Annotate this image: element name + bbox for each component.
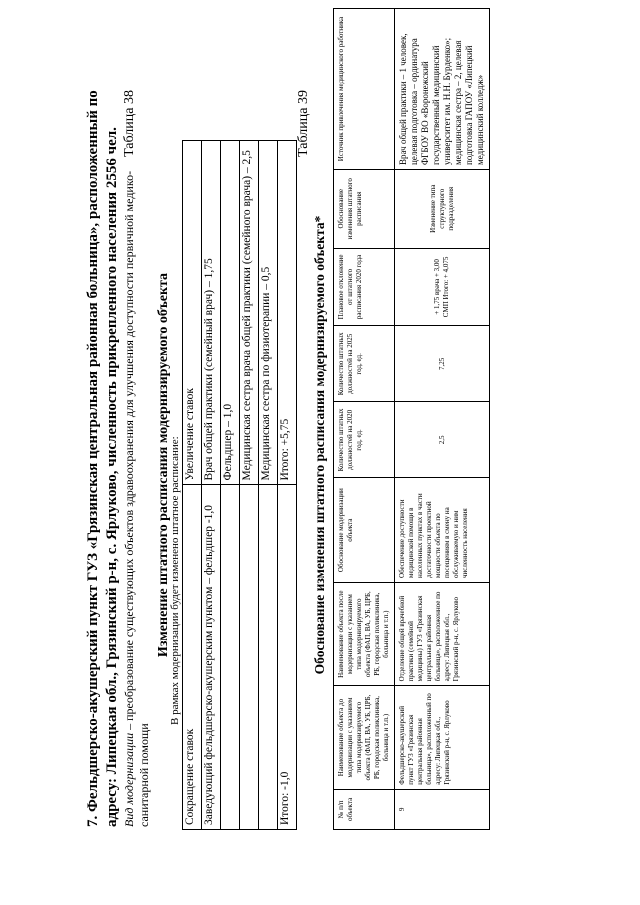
column-header: Увеличение ставок xyxy=(183,141,202,486)
column-header: № п/п объекта xyxy=(334,789,395,829)
table-cell: Фельдшерско-акушерский пункт ГУЗ «Грязинская центральная районная больница», расположенный по адресу: Липецкая обл., Грязинский р-н, с. Ярлуково xyxy=(395,686,490,789)
table-cell: Врач общей практики (семейный врач) – 1,75 xyxy=(202,141,221,486)
table-cell: Отделение общей врачебной практики (семейной медицины) ГУЗ «Грязинская центральная районная больница», расположенное по адресу: Липецкая обл., Грязинский р-н, с. Ярлуково xyxy=(395,582,490,685)
section-heading xyxy=(84,27,122,827)
column-header: Обоснование изменения штатного расписания xyxy=(334,169,395,248)
table-row xyxy=(278,141,297,830)
table-cell: Врач общей практики – 1 человек, целевая подготовка – ординатура ФГБОУ ВО «Воронежский государственный медицинский университет им. Н.Н. Бурденко»; медицинская сестра – 2, целевая подготовка ГАПОУ «Липецкий медицинский колледж» xyxy=(395,9,490,170)
table-row xyxy=(221,141,240,830)
table-39-title: Обоснование изменения штатного расписания модернизируемого объекта* xyxy=(312,215,327,675)
heading-line-1: 7. Фельдшерско-акушерский пункт ГУЗ «Грязинская центральная районная больница», расположенный по xyxy=(85,90,101,827)
column-header: Количество штатных должностей на 2020 год, ед. xyxy=(334,402,395,478)
staff-change-table xyxy=(182,140,297,830)
table-cell: Изменение типа структурного подразделения xyxy=(395,169,490,248)
table-38-title: Изменение штатного расписания модернизируемого объекта xyxy=(156,272,171,658)
table-cell: Медицинская сестра по физиотерапии – 0,5 xyxy=(259,141,278,486)
table-row xyxy=(259,141,278,830)
modernization-text-2: санитарной помощи xyxy=(137,723,151,827)
table-cell: 9 xyxy=(395,789,490,829)
table-39-number: Таблица 39 xyxy=(296,90,311,157)
table-38-intro: В рамках модернизации будет изменено штатное расписание: xyxy=(169,436,181,725)
modernization-label: Вид модернизации xyxy=(122,732,136,827)
table-38-number: Таблица 38 xyxy=(122,90,137,157)
table-cell: Итого: +5,75 xyxy=(278,141,297,486)
table-cell: 7,25 xyxy=(395,326,490,402)
table-header-row xyxy=(183,141,202,830)
table-cell xyxy=(221,485,240,830)
table-cell: Заведующий фельдшерско-акушерским пунктом – фельдшер -1,0 xyxy=(202,485,221,830)
table-row xyxy=(240,141,259,830)
column-header: Наименование объекта после модернизации с указанием типа модернизируемого объекта (ФАП, ВА, УБ, ЦРБ, РБ, городская поликлиника, больница и т.п.) xyxy=(334,582,395,685)
table-cell: Обеспечение доступности медицинской помощи в населенных пунктах в части достаточности проектной мощности объекта по посещениям в смену на обслуживаемую и ним численность населения xyxy=(395,478,490,583)
table-cell: 2,5 xyxy=(395,402,490,478)
table-cell: Итого: -1,0 xyxy=(278,485,297,830)
table-cell: + 1,75 врача + 3,00 СМП Итого: + 4,075 xyxy=(395,248,490,326)
table-row xyxy=(202,141,221,830)
table-cell xyxy=(240,485,259,830)
column-header: Наименование объекта до модернизации с указанием типа модернизируемого объекта (ФАП, ВА, УБ, ЦРБ, РБ, городская поликлиника, больница и т.п.) xyxy=(334,686,395,789)
table-cell: Медицинская сестра врача общей практики (семейного врача) – 2,5 xyxy=(240,141,259,486)
column-header: Сокращение ставок xyxy=(183,485,202,830)
table-row xyxy=(395,9,490,830)
heading-line-2: адресу: Липецкая обл., Грязинский р-н, с. Ярлуково, численность прикрепленного населения 2556 чел. xyxy=(104,127,120,827)
table-cell: Фельдшер – 1,0 xyxy=(221,141,240,486)
column-header: Обоснование модернизации объекта xyxy=(334,478,395,583)
column-header: Плановое отклонение от штатного расписания 2020 года xyxy=(334,248,395,326)
table-header-row xyxy=(334,9,395,830)
staff-justification-table xyxy=(333,8,490,830)
table-cell xyxy=(259,485,278,830)
modernization-text-1: – преобразование существующих объектов здравоохранения для улучшения доступности первичной медико- xyxy=(122,170,136,733)
column-header: Количество штатных должностей на 2025 год, ед. xyxy=(334,326,395,402)
column-header: Источник привлечения медицинского работника xyxy=(334,9,395,170)
